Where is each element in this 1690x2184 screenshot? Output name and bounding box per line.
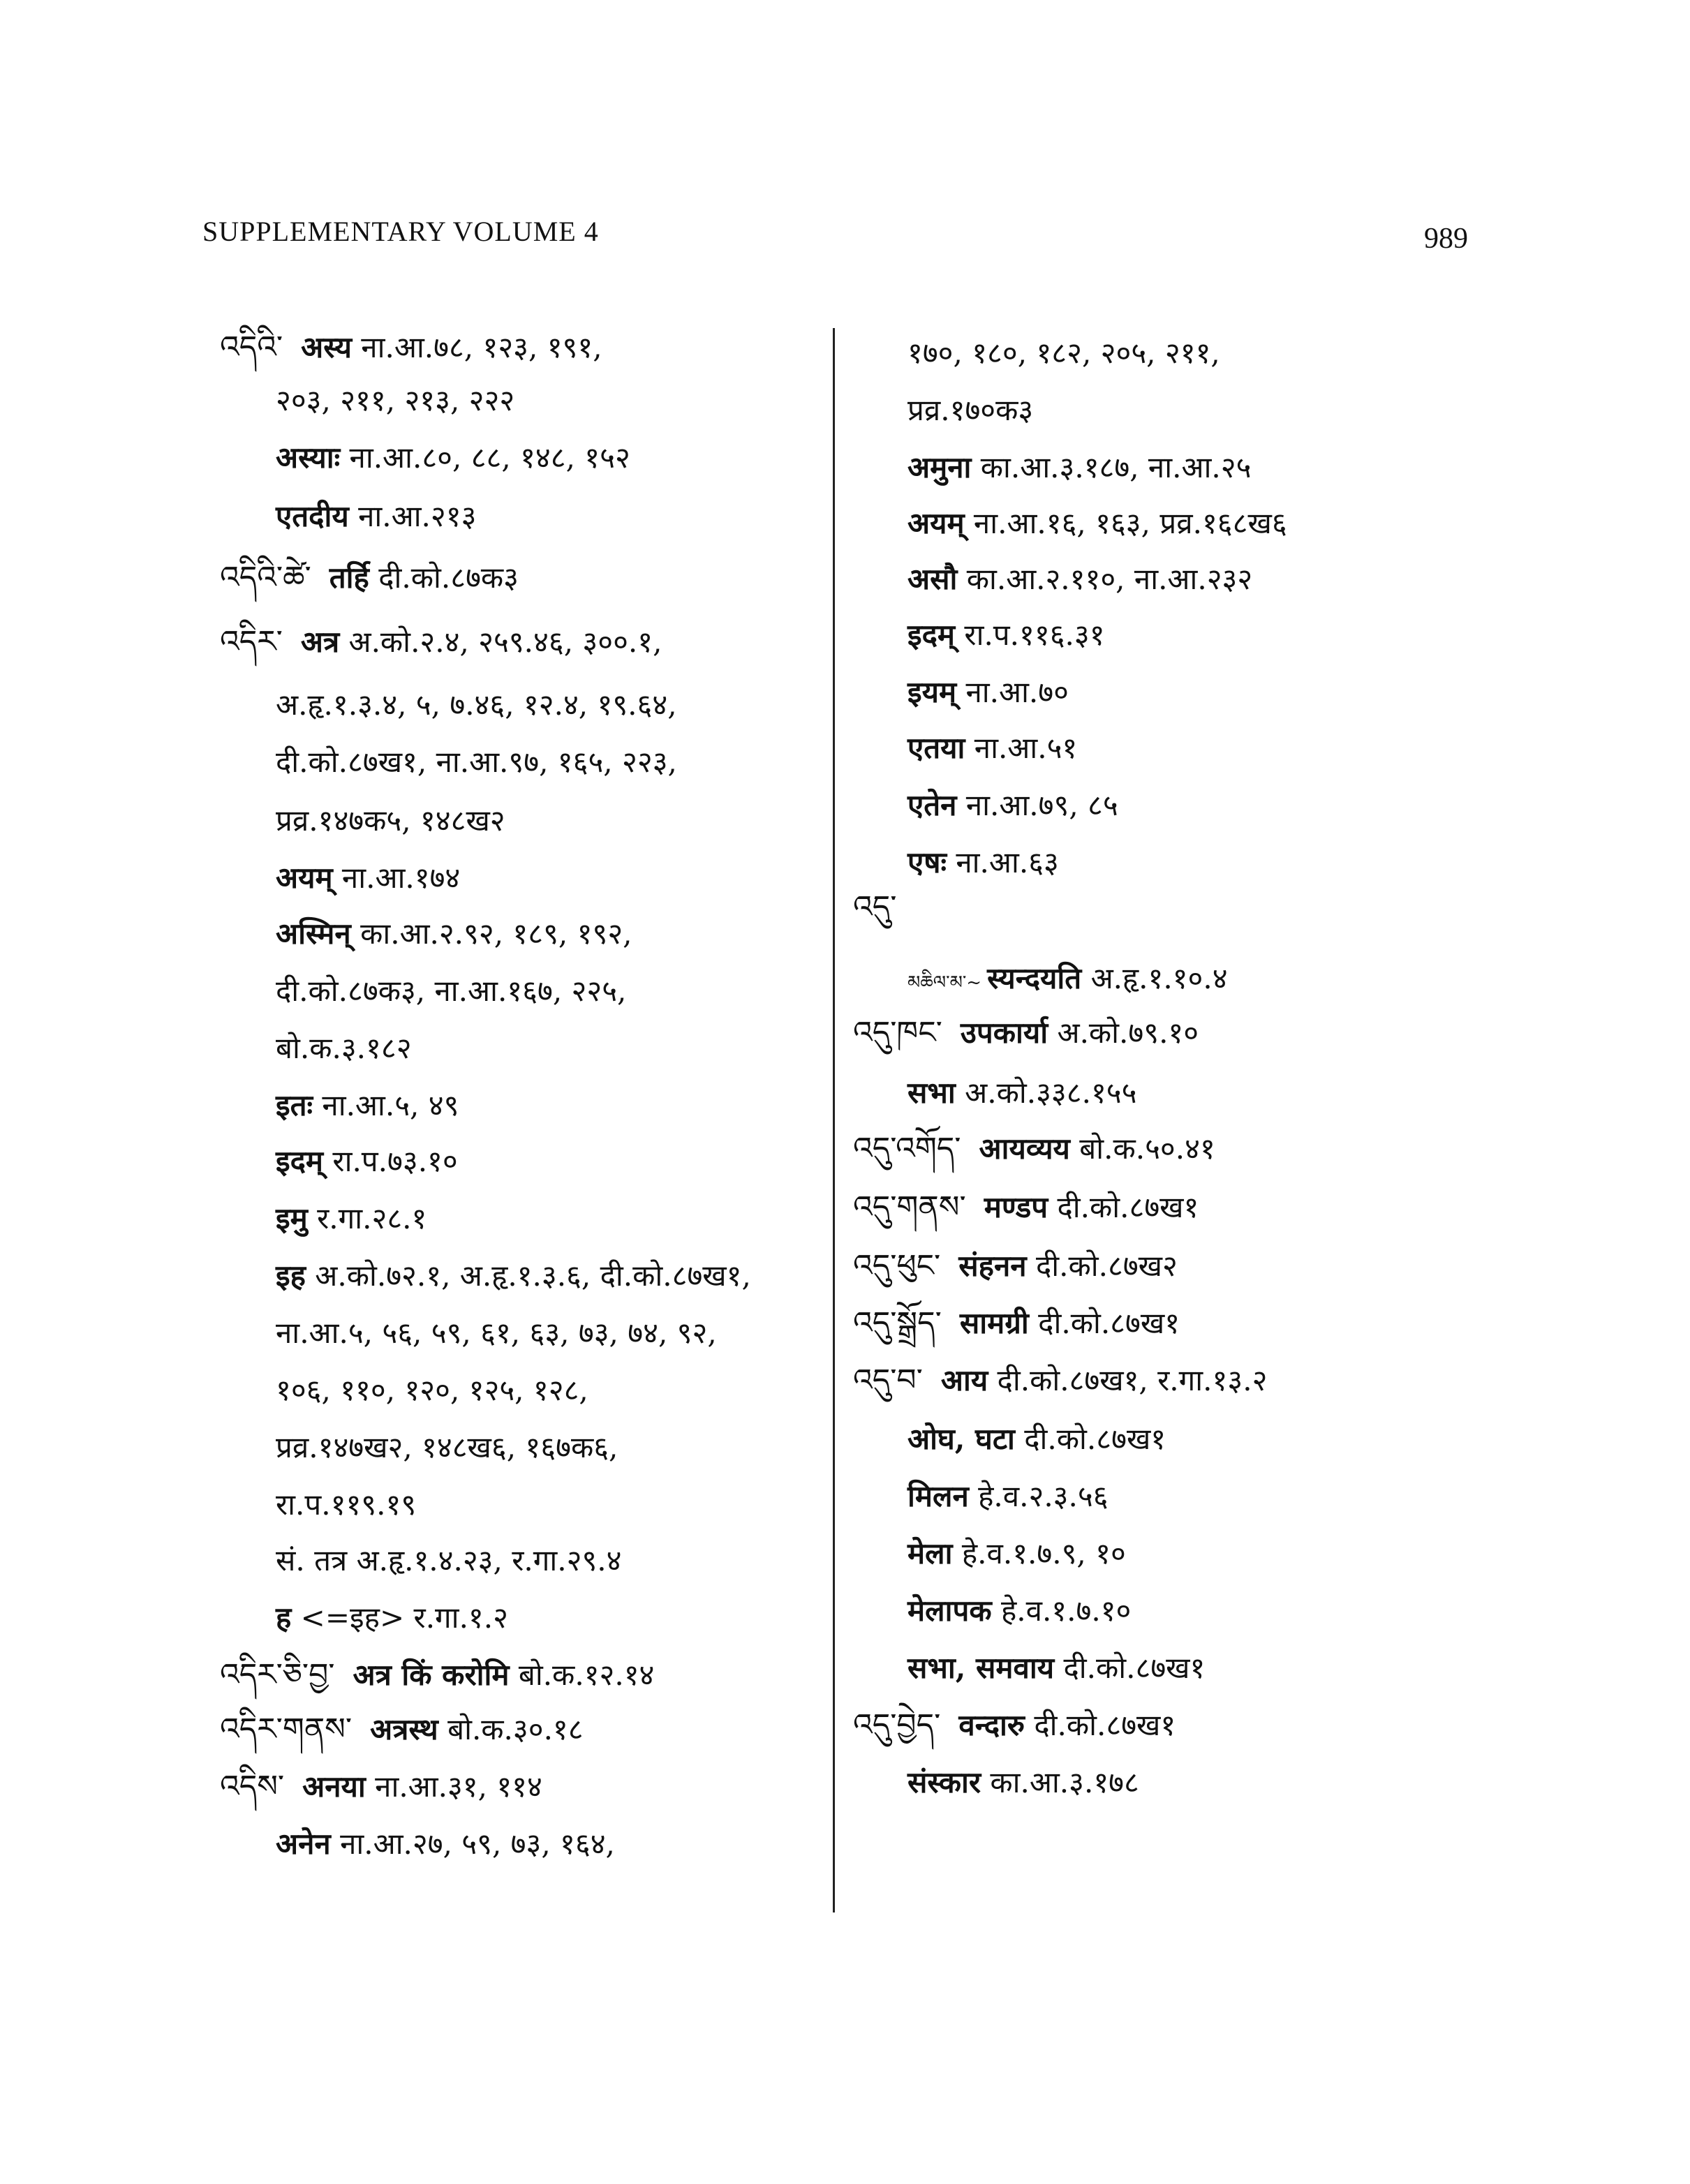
tibetan-headword: འདིའི་ཚེ་ xyxy=(220,560,311,595)
sanskrit-equivalent: आयव्यय xyxy=(979,1131,1070,1166)
sanskrit-equivalent: इयम् xyxy=(907,675,957,709)
source-references: प्रव्र.१४७ख२, १४८ख६, १६७क६, xyxy=(276,1430,618,1464)
sanskrit-equivalent: असौ xyxy=(907,562,958,596)
source-references: का.आ.३.१८७, ना.आ.२५ xyxy=(971,450,1252,484)
sanskrit-equivalent: अनेन xyxy=(276,1827,331,1861)
source-references: रा.प.७३.१० xyxy=(323,1144,458,1178)
tibetan-headword: འདུ་བྱེད་ xyxy=(853,1707,941,1743)
left-entry-line xyxy=(220,621,662,663)
left-entry-line xyxy=(276,857,460,899)
right-entry-line xyxy=(853,1187,1199,1228)
sanskrit-equivalent: इदम् xyxy=(276,1144,324,1178)
source-references: बो.क.५०.४१ xyxy=(1069,1131,1215,1166)
tibetan-headword: འདུ་སྒྲོད་ xyxy=(853,1305,942,1341)
source-references: रा.प.११९.१९ xyxy=(276,1487,417,1522)
source-references: र.गा.२८.१ xyxy=(307,1201,427,1235)
source-references: ना.आ.७० xyxy=(956,675,1069,709)
right-entry-line xyxy=(853,1704,1176,1746)
left-entry-line xyxy=(276,1141,458,1182)
page-number: 989 xyxy=(1424,223,1468,255)
left-entry-line xyxy=(276,1484,416,1526)
sanskrit-equivalent: इतः xyxy=(276,1088,313,1122)
left-entry-line xyxy=(276,496,476,537)
tibetan-headword: འདིའི་ xyxy=(220,329,283,365)
source-references: १०६, ११०, १२०, १२५, १२८, xyxy=(276,1373,588,1407)
left-entry-line xyxy=(220,1654,654,1696)
sanskrit-equivalent: इह xyxy=(276,1258,306,1293)
source-references: रा.प.११६.३१ xyxy=(955,618,1105,652)
sanskrit-equivalent: मण्डप xyxy=(984,1190,1048,1224)
sanskrit-equivalent: ओघ, घटा xyxy=(907,1422,1015,1456)
right-entry-line xyxy=(853,1245,1178,1287)
right-entry-line xyxy=(907,332,1220,374)
source-references: <=इह> र.गा.१.२ xyxy=(291,1600,508,1635)
left-entry-line xyxy=(276,380,514,422)
sanskrit-equivalent: मिलन xyxy=(907,1479,969,1513)
tibetan-headword: འདུ་ཁང་ xyxy=(853,1015,942,1050)
sanskrit-equivalent: आय xyxy=(940,1363,988,1397)
tibetan-headword: འདུ་ཕུང་ xyxy=(853,1248,941,1284)
right-entry-line xyxy=(907,842,1059,884)
sanskrit-equivalent: सभा, समवाय xyxy=(907,1651,1055,1685)
right-entry-line xyxy=(853,886,914,928)
right-entry-line xyxy=(853,1302,1180,1344)
source-references: का.आ.२.९२, १८९, १९२, xyxy=(350,916,632,951)
sanskrit-equivalent: तर्हि xyxy=(329,560,369,595)
source-references: दी.को.८७ख१, ना.आ.९७, १६५, २२३, xyxy=(276,745,677,779)
source-references: ना.आ.५, ४९ xyxy=(313,1088,459,1122)
source-references: ना.आ.१६, १६३, प्रव्र.१६८ख६ xyxy=(964,506,1287,540)
left-entry-line xyxy=(276,1255,751,1297)
source-references: दी.को.८७क३ xyxy=(369,560,519,595)
left-entry-line xyxy=(220,1709,584,1751)
left-entry-line xyxy=(276,437,630,479)
right-entry-line xyxy=(853,1128,1215,1170)
source-references: दी.को.८७क३, ना.आ.१६७, २२५, xyxy=(276,974,627,1008)
source-references: दी.को.८७ख१ xyxy=(1028,1306,1180,1340)
sanskrit-equivalent: अयम् xyxy=(276,861,333,895)
sanskrit-equivalent: एतेन xyxy=(907,788,957,822)
source-references: अ.हृ.१.१०.४ xyxy=(1081,961,1228,995)
source-references: ना.आ.७८, १२३, १९१, xyxy=(351,330,602,364)
right-entry-line xyxy=(907,727,1077,769)
source-references: अ.को.२.४, २५९.४६, ३००.१, xyxy=(339,625,662,659)
right-entry-line xyxy=(907,558,1252,600)
right-entry-line xyxy=(907,1533,1126,1575)
sanskrit-equivalent: एतदीय xyxy=(276,499,349,533)
left-entry-line xyxy=(220,327,602,369)
source-references: अ.को.७९.१० xyxy=(1048,1016,1199,1050)
source-references: ना.आ.५, ५६, ५९, ६१, ६३, ७३, ७४, ९२, xyxy=(276,1316,717,1350)
left-entry-line xyxy=(276,1312,717,1354)
right-entry-line xyxy=(853,1012,1199,1054)
left-entry-line xyxy=(276,970,626,1012)
sanskrit-equivalent: एतया xyxy=(907,731,965,765)
tibetan-headword: འདིར་གནས་ xyxy=(220,1711,353,1747)
source-references: दी.को.८७ख१, र.गा.१३.२ xyxy=(988,1363,1268,1397)
source-references: का.आ.२.११०, ना.आ.२३२ xyxy=(957,562,1253,596)
sanskrit-equivalent: अस्य xyxy=(301,330,352,364)
source-references: बो.क.३.१८२ xyxy=(276,1031,412,1065)
sanskrit-equivalent: वन्दारु xyxy=(958,1708,1025,1742)
right-entry-line xyxy=(907,1762,1139,1804)
sanskrit-equivalent: अनया xyxy=(302,1769,366,1804)
left-entry-line xyxy=(276,1427,618,1469)
source-references: १७०, १८०, १८२, २०५, २११, xyxy=(907,336,1220,370)
source-references: सं. तत्र अ.हृ.१.४.२३, र.गा.२९.४ xyxy=(276,1543,622,1577)
right-entry-line xyxy=(907,958,1228,1004)
sanskrit-equivalent: सामग्री xyxy=(959,1306,1029,1340)
tibetan-headword: འདུ་གནས་ xyxy=(853,1189,966,1225)
sanskrit-equivalent: संस्कार xyxy=(907,1765,981,1799)
source-references: ना.आ.७९, ८५ xyxy=(956,788,1118,822)
source-references: दी.को.८७ख१ xyxy=(1048,1190,1199,1224)
left-entry-line xyxy=(276,741,677,783)
left-entry-line xyxy=(220,1766,542,1808)
sanskrit-equivalent: इमु xyxy=(276,1201,308,1235)
right-entry-line xyxy=(853,1360,1267,1402)
sanskrit-equivalent: इदम् xyxy=(907,618,956,652)
source-references: हे.व.१.७.९, १० xyxy=(952,1536,1126,1570)
source-references: दी.को.८७ख१ xyxy=(1025,1708,1176,1742)
source-references: ना.आ.१७४ xyxy=(332,861,461,895)
source-references: दी.को.८७ख१ xyxy=(1054,1651,1206,1685)
source-references: हे.व.१.७.१० xyxy=(991,1594,1132,1628)
source-references: २०३, २११, २१३, २२२ xyxy=(276,383,515,417)
source-references: प्रव्र.१४७क५, १४८ख२ xyxy=(276,803,505,838)
left-entry-line xyxy=(276,684,677,726)
source-references: प्रव्र.१७०क३ xyxy=(907,393,1034,427)
left-entry-line xyxy=(276,1369,588,1411)
left-entry-line xyxy=(276,1823,615,1865)
right-entry-line xyxy=(907,503,1287,544)
right-entry-line xyxy=(907,1418,1166,1460)
source-references: ना.आ.३१, ११४ xyxy=(365,1769,542,1804)
tibetan-headword: འདིར་ xyxy=(220,624,283,660)
sanskrit-equivalent: अमुना xyxy=(907,450,972,484)
sanskrit-equivalent: मेला xyxy=(907,1536,953,1570)
source-references: अ.हृ.१.३.४, ५, ७.४६, १२.४, १९.६४, xyxy=(276,688,677,722)
right-entry-line xyxy=(907,1072,1136,1114)
source-references: ना.आ.२७, ५९, ७३, १६४, xyxy=(330,1827,615,1861)
right-entry-line xyxy=(907,1476,1109,1517)
right-entry-line xyxy=(907,389,1033,431)
sanskrit-equivalent: मेलापक xyxy=(907,1594,992,1628)
sanskrit-equivalent: अस्याः xyxy=(276,440,341,475)
sanskrit-equivalent: अयम् xyxy=(907,506,965,540)
tibetan-headword: འདུ་བ་ xyxy=(853,1362,923,1398)
sanskrit-equivalent: अस्मिन् xyxy=(276,916,351,951)
sanskrit-equivalent: संहनन xyxy=(958,1249,1027,1283)
source-references: ना.आ.५१ xyxy=(965,731,1078,765)
source-references: बो.क.१२.१४ xyxy=(509,1658,655,1692)
left-entry-line xyxy=(276,1085,459,1127)
source-references: हे.व.२.३.५६ xyxy=(968,1479,1109,1513)
left-entry-line xyxy=(276,800,505,842)
source-references: अ.को.३३८.१५५ xyxy=(955,1076,1137,1110)
sanskrit-equivalent: एषः xyxy=(907,845,947,879)
right-entry-line xyxy=(907,614,1105,656)
right-entry-line xyxy=(907,671,1069,713)
sanskrit-equivalent: सभा xyxy=(907,1076,956,1110)
source-references: ना.आ.२१३ xyxy=(348,499,477,533)
source-references: अ.को.७२.१, अ.हृ.१.३.६, दी.को.८७ख१, xyxy=(305,1258,751,1293)
right-entry-line xyxy=(907,785,1118,826)
sanskrit-equivalent: उपकार्या xyxy=(960,1016,1048,1050)
source-references: दी.को.८७ख२ xyxy=(1026,1249,1178,1283)
column-divider xyxy=(833,328,835,1912)
sanskrit-equivalent: अत्रस्थ xyxy=(370,1712,438,1746)
left-entry-line xyxy=(276,913,632,955)
source-references: ना.आ.८०, ८८, १४८, १५२ xyxy=(340,440,630,475)
left-entry-line xyxy=(276,1027,412,1069)
left-entry-line xyxy=(276,1540,622,1582)
source-references: ना.आ.६३ xyxy=(947,845,1059,879)
sanskrit-equivalent: ह xyxy=(276,1600,292,1635)
right-entry-line xyxy=(907,1590,1131,1632)
tibetan-headword: འདུ་འགོད་ xyxy=(853,1131,961,1166)
left-entry-line xyxy=(276,1597,508,1639)
right-entry-line xyxy=(907,447,1251,489)
tibetan-headword: འདིར་ཅི་བྱ་ xyxy=(220,1657,335,1693)
source-references: बो.क.३०.१८ xyxy=(438,1712,584,1746)
right-entry-line xyxy=(907,1647,1205,1689)
left-entry-line xyxy=(276,1198,427,1240)
sanskrit-equivalent: स्यन्दयति xyxy=(987,961,1082,995)
tibetan-headword: འདིས་ xyxy=(220,1769,285,1804)
sanskrit-equivalent: अत्र xyxy=(300,625,340,659)
left-entry-line xyxy=(220,557,519,599)
running-header-title: SUPPLEMENTARY VOLUME 4 xyxy=(202,216,599,247)
source-references: का.आ.३.१७८ xyxy=(981,1765,1139,1799)
tibetan-compound: མཆིལ་མ་~ xyxy=(907,972,982,993)
tibetan-headword: འདུ་ xyxy=(853,889,897,925)
sanskrit-equivalent: अत्र किं करोमि xyxy=(353,1658,510,1692)
source-references: दी.को.८७ख१ xyxy=(1014,1422,1166,1456)
